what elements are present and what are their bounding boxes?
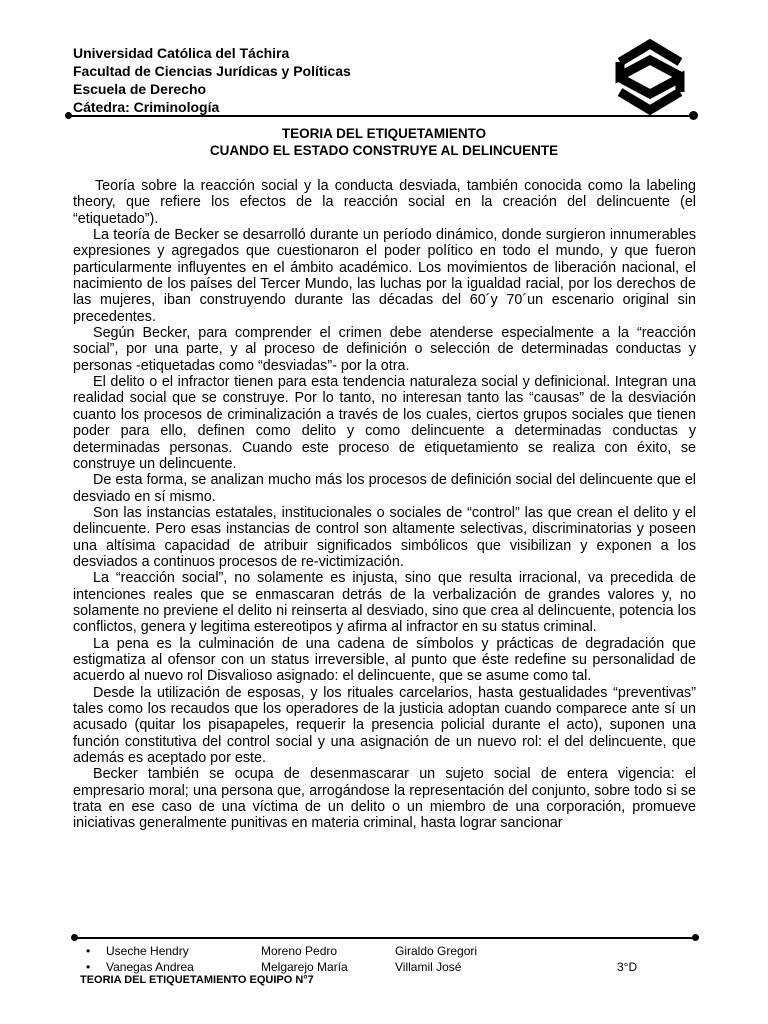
divider-end-dot: [692, 934, 699, 941]
team-row: [80, 943, 700, 959]
member-name: Moreno Pedro: [261, 944, 338, 958]
divider-end-dot: [71, 934, 78, 941]
footer-caption: TEORIA DEL ETIQUETAMIENTO EQUIPO N°7: [80, 974, 314, 986]
member-name: Giraldo Gregori: [395, 944, 478, 958]
title-line-1: TEORIA DEL ETIQUETAMIENTO: [281, 126, 487, 141]
university-name: Universidad Católica del Táchira: [73, 45, 290, 61]
paragraph: La “reacción social”, no solamente es injusta, sino que resulta irracional, va precedida de intenciones reales que se enmascaran detrás de la verbalización de grandes valores y, no solamente no previene el delito ni reinserta al desviado, sino que crea al delincuente, potencia los conflictos, genera y legitima estereotipos y afirma al infractor en su status criminal.: [73, 570, 696, 636]
title-line-2: CUANDO EL ESTADO CONSTRUYE AL DELINCUENTE: [209, 143, 559, 158]
bullet: •: [86, 944, 91, 958]
paragraph: Teoría sobre la reacción social y la conducta desviada, también conocida como la labeling theory, que refiere los efectos de la reacción social en la creación del delincuente (el “etiquetado”).: [73, 178, 696, 227]
team-members: [80, 943, 700, 975]
member-name: Useche Hendry: [106, 944, 189, 958]
member-name: Melgarejo María: [261, 960, 348, 974]
paragraph: La teoría de Becker se desarrolló durante un período dinámico, donde surgieron innumerables expresiones y agregados que cuestionaron el poder político en todo el mundo, y que fueron particularmente influyentes en el ámbito académico. Los movimientos de liberación nacional, el nacimiento de los países del Tercer Mundo, las luchas por la igualdad racial, por los derechos de las mujeres, iban construyendo durante las décadas del 60´y 70´un escenario original sin precedentes.: [73, 227, 696, 325]
document-body: [73, 178, 696, 832]
paragraph: De esta forma, se analizan mucho más los procesos de definición social del delincuente que el desviado en sí mismo.: [73, 472, 696, 505]
document-header: [73, 44, 351, 116]
faculty-name: Facultad de Ciencias Jurídicas y Políticas: [73, 63, 351, 79]
document-title: [0, 125, 768, 159]
section-label: 3°D: [617, 960, 638, 974]
divider-end-dot: [689, 111, 698, 120]
university-logo-icon: [612, 36, 688, 118]
footer-divider: [75, 937, 695, 939]
paragraph: Según Becker, para comprender el crimen debe atenderse especialmente a la “reacción social”, por una parte, y al proceso de definición o selección de determinadas conductas y personas -etiquetadas como “desviadas”- por la otra.: [73, 325, 696, 374]
paragraph: Becker también se ocupa de desenmascarar un sujeto social de entera vigencia: el empresario moral; una persona que, arrogándose la representación del conjunto, sobre todo si se trata en ese caso de una víctima de un delito o un miembro de una corporación, promueve iniciativas generalmente punitivas en materia criminal, hasta lograr sancionar: [73, 766, 696, 832]
divider-end-dot: [65, 112, 72, 119]
paragraph: La pena es la culminación de una cadena de símbolos y prácticas de degradación que estigmatiza al ofensor con un status irreversible, al punto que éste redefine su personalidad de acuerdo al nuevo rol Disvalioso asignado: el delincuente, que se asume como tal.: [73, 635, 696, 685]
chair-name: Cátedra: Criminología: [73, 99, 220, 115]
header-divider: [70, 115, 694, 117]
team-row: [80, 959, 700, 975]
bullet: •: [86, 960, 91, 974]
member-name: Villamil José: [395, 960, 462, 974]
paragraph: El delito o el infractor tienen para esta tendencia naturaleza social y definicional. Integran una realidad social que se construye. Por lo tanto, no interesan tanto las “causas” de la desviación cuanto los procesos de criminalización a través de los cuales, ciertos grupos sociales que tienen poder para ello, definen como delito y como delincuente a determinadas conductas y determinadas personas. Cuando este proceso de etiquetamiento se realiza con éxito, se construye un delincuente.: [73, 374, 696, 472]
paragraph: Desde la utilización de esposas, y los rituales carcelarios, hasta gestualidades “preventivas” tales como los recaudos que los operadores de la justicia adoptan cuando comparece ante sí un acusado (quitar los pisapapeles, requerir la presencia policial durante el acto), suponen una función constitutiva del control social y una asignación de un nuevo rol: el del delincuente, que además es aceptado por este.: [73, 684, 696, 767]
member-name: Vanegas Andrea: [106, 960, 194, 974]
paragraph: Son las instancias estatales, institucionales o sociales de “control” las que crean el delito y el delincuente. Pero esas instancias de control son altamente selectivas, discriminatorias y poseen una altísima capacidad de atribuir significados simbólicos que visibilizan y exponen a los desviados a continuos procesos de re-victimización.: [73, 504, 696, 570]
school-name: Escuela de Derecho: [73, 81, 207, 97]
